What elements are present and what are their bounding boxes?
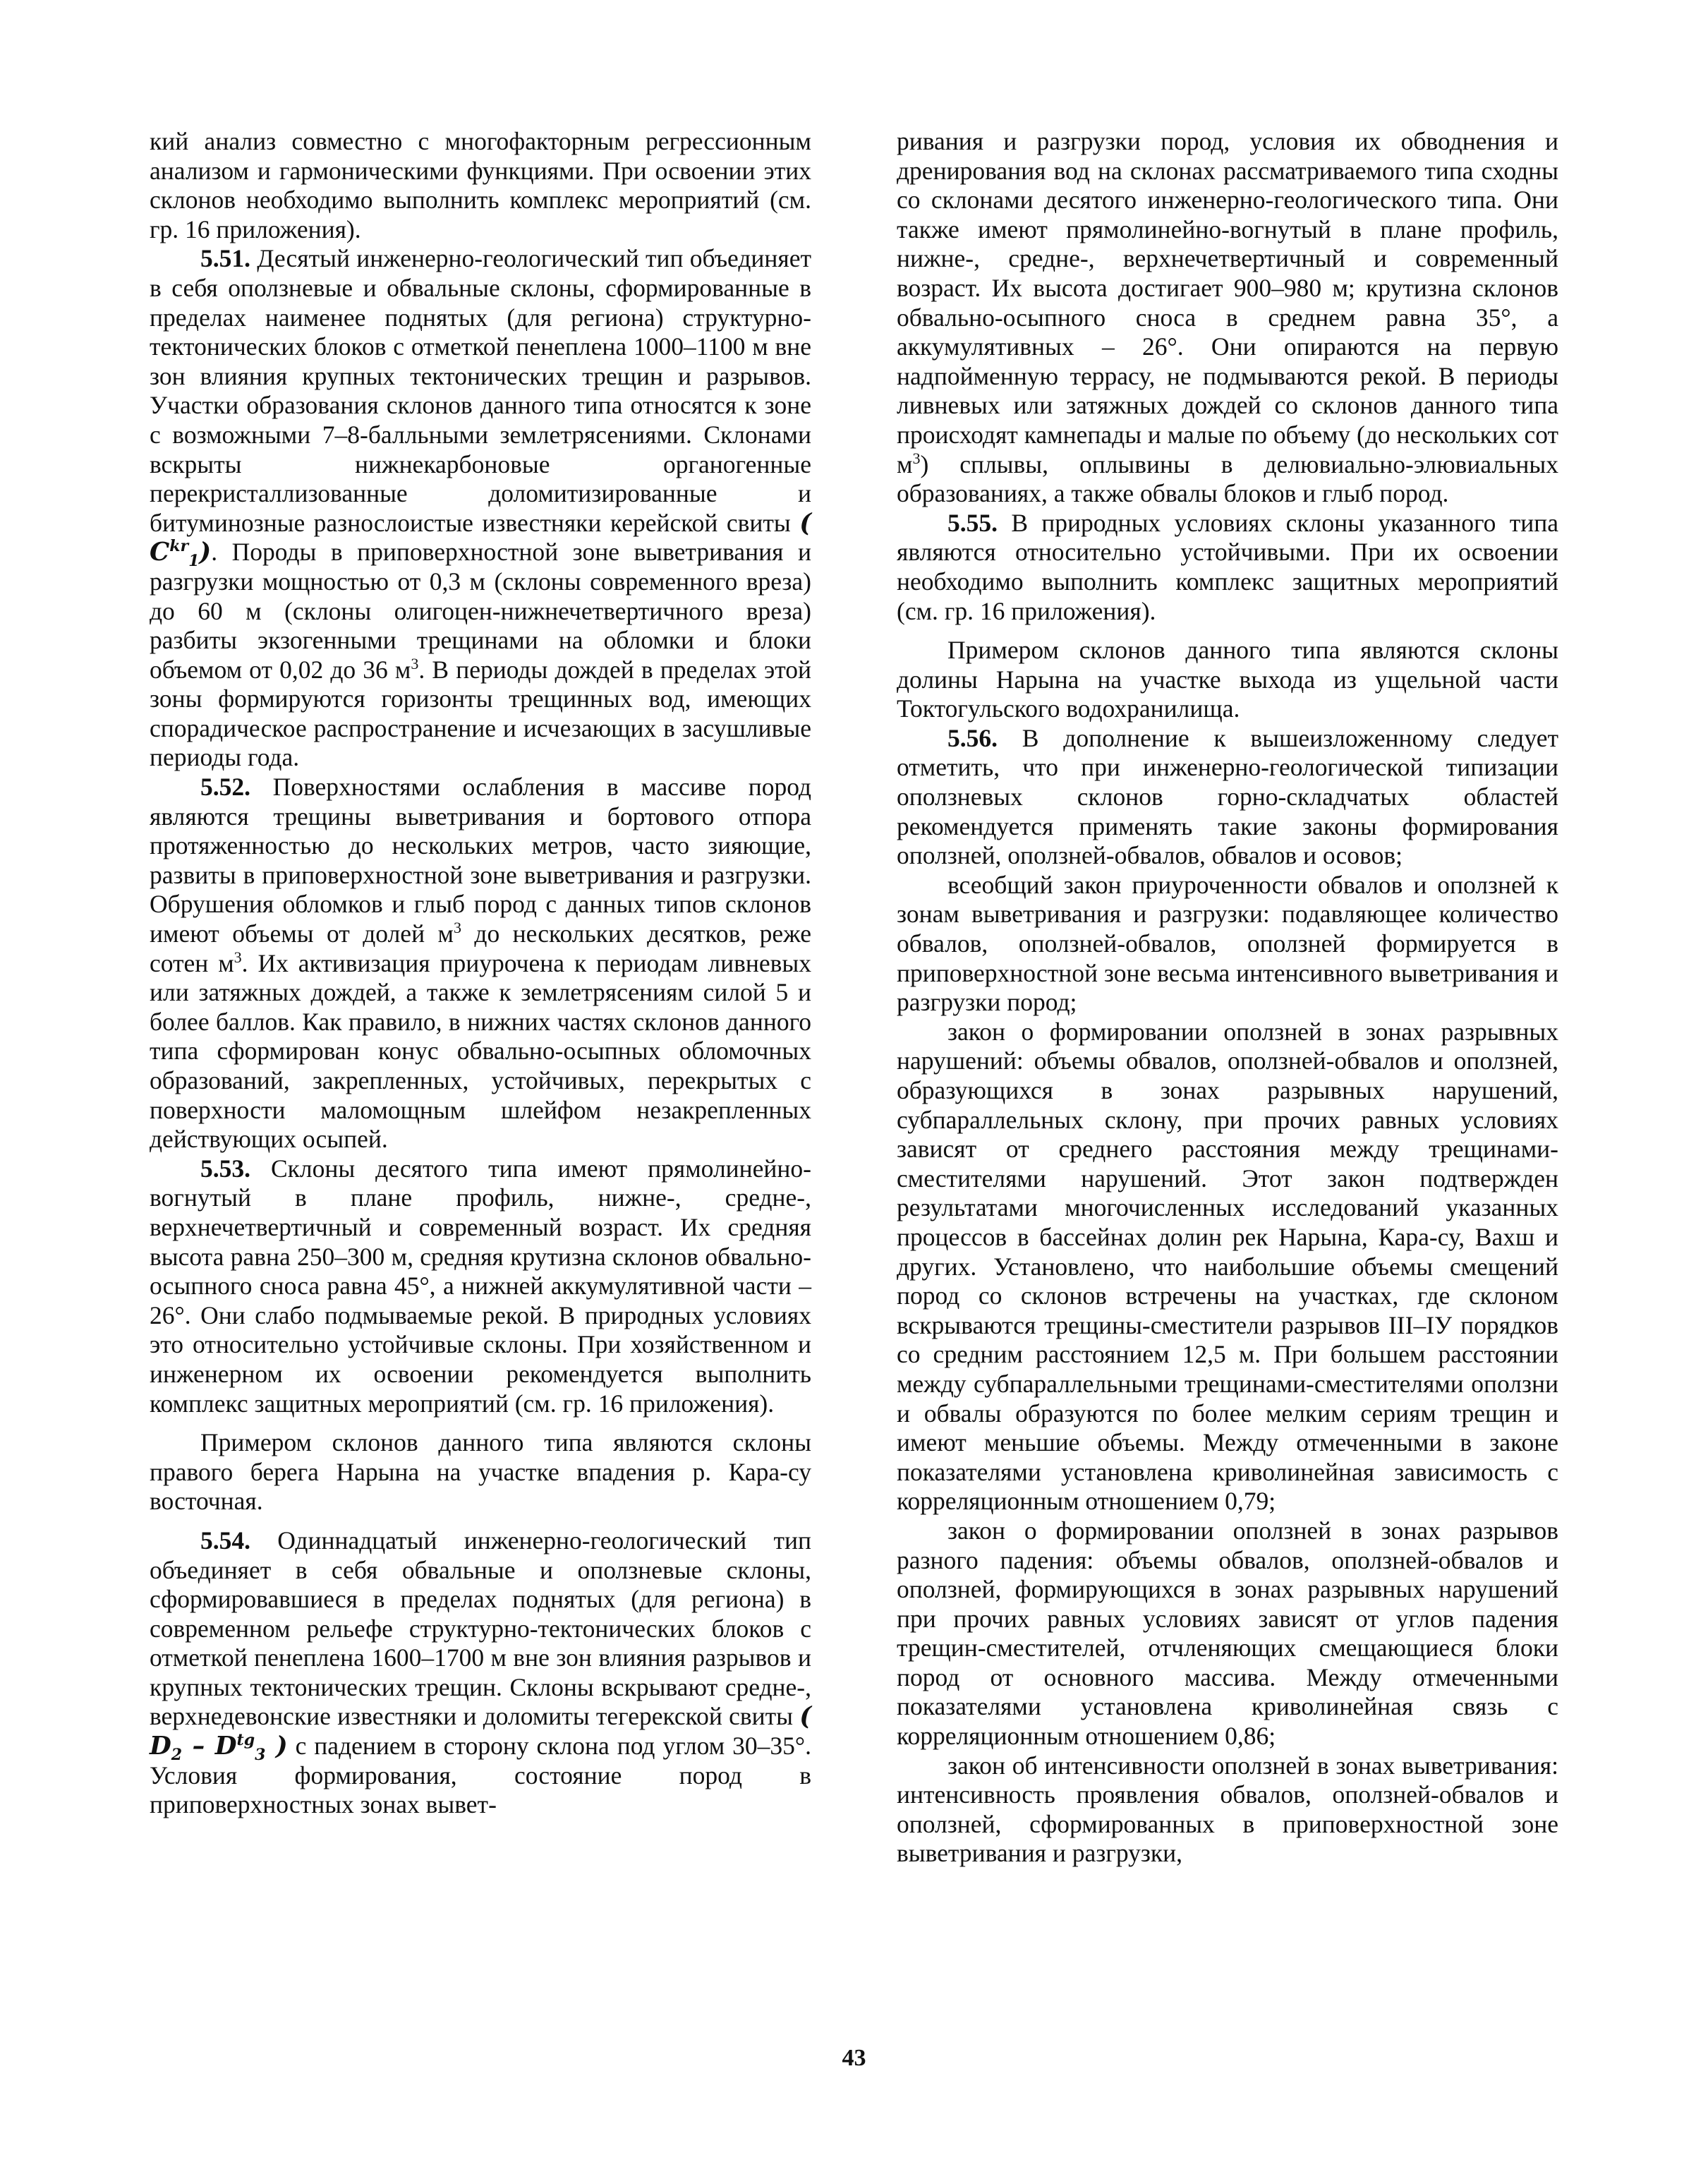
paragraph-example: Примером склонов данного типа являются склоны долины Нарына на участке выхода из ущельной части Токтогульского водохранилища. (897, 636, 1558, 723)
section-number: 5.53. (200, 1154, 250, 1183)
law-paragraph: закон о формировании оползней в зонах разрывных нарушений: объемы обвалов, оползней-обвалов и оползней, образующихся в зонах разрывных нарушений, субпараллельных склону, при прочих равных условиях зависят от среднего расстояния между трещинами-сместителями нарушений. Этот закон подтвержден результатами многочисленных исследований указанных процессов в бассейнах долин рек Нарына, Кара-су, Вахш и других. Установлено, что наибольшие объемы смещений пород со склонов встречены на участках, где склоном вскрываются трещины-сместители разрывов III–IУ порядков со средним расстоянием 12,5 м. При большем расстоянии между субпараллельными трещинами-сместителями оползни и обвалы образуются по более мелким сериям трещин и имеют меньшие объемы. Между отмеченными в законе показателями установлена криволинейная зависимость с корреляционным отношением 0,79; (897, 1017, 1558, 1516)
paragraph: ривания и разгрузки пород, условия их обводнения и дренирования вод на склонах рассматриваемого типа сходны со склонами десятого инженерно-геологического типа. Они также имеют прямолинейно-вогнутый в плане профиль, нижне-, средне-, верхнечетвертичный и современный возраст. Их высота достигает 900–980 м; крутизна склонов обвально-осыпного сноса в среднем равна 35°, а аккумулятивных – 26°. Они опираются на первую надпойменную террасу, не подмываются рекой. В периоды ливневых или затяжных дождей со склонов данного типа происходят камнепады и малые по объему (до нескольких сот $м^3$) сплывы, оплывины в делювиально-элювиальных образованиях, а также обвалы блоков и глыб пород. (897, 127, 1558, 508)
section-5-56: 5.56. В дополнение к вышеизложенному следует отметить, что при инженерно-геологической типизации оползневых склонов горно-складчатых областей рекомендуется применять такие законы формирования оползней, оползней-обвалов, обвалов и осовов; (897, 723, 1558, 870)
section-number: 5.52. (200, 773, 250, 802)
section-number: 5.54. (200, 1526, 250, 1555)
paragraph: кий анализ совместно с многофакторным регрессионным анализом и гармоническими функциями. При освоении этих склонов необходимо выполнить комплекс мероприятий (см. гр. 16 приложения). (150, 127, 811, 243)
law-paragraph: закон о формировании оползней в зонах разрывов разного падения: объемы обвалов, оползней-обвалов и оползней, формирующихся в зонах разрывных нарушений при прочих равных условиях зависят от углов падения трещин-сместителей, отчленяющих смещающиеся блоки пород от основного массива. Между отмеченными показателями установлена криволинейная связь с корреляционным отношением 0,86; (897, 1516, 1558, 1751)
section-5-55: 5.55. В природных условиях склоны указанного типа являются относительно устойчивыми. При их освоении необходимо выполнить комплекс защитных мероприятий (см. гр. 16 приложения). (897, 508, 1558, 625)
formula-kereyskaya: ( $C^{kr}_1$) (150, 508, 811, 571)
section-5-54: 5.54. Одиннадцатый инженерно-геологический тип объединяет в себя обвальные и оползневые склоны, сформировавшиеся в пределах поднятых (для региона) в современном рельефе структурно-тектонических блоков с отметкой пенеплена 1600–1700 м вне зон влияния разрывов и крупных тектонических трещин. Склоны вскрывают средне-, верхнедевонские известняки и доломиты тегерекской свиты ( $D_2 - D^{tg}_3$ ) с падением в сторону склона под углом 30–35°. Условия формирования, состояние пород в приповерхностных зонах вывет- (150, 1526, 812, 1819)
law-paragraph: всеобщий закон приуроченности обвалов и оползней к зонам выветривания и разгрузки: подавляющее количество обвалов, оползней-обвалов, оползней формируется в приповерхностной зоне весьма интенсивного выветривания и разгрузки пород; (897, 870, 1558, 1017)
section-5-52: 5.52. Поверхностями ослабления в массиве пород являются трещины выветривания и бортового отпора протяженностью до нескольких метров, часто зияющие, развиты в приповерхностной зоне выветривания и разгрузки. Обрушения обломков и глыб пород с данных типов склонов имеют объемы от долей $м^3$ до нескольких десятков, реже сотен $м^3$. Их активизация приурочена к периодам ливневых или затяжных дождей, а также к землетрясениям силой 5 и более баллов. Как правило, в нижних частях склонов данного типа сформирован конус обвально-осыпных обломочных образований, закрепленных, устойчивых, перекрытых с поверхности маломощным шлейфом незакрепленных действующих осыпей. (150, 773, 812, 1154)
section-number: 5.55. (947, 508, 998, 537)
section-5-53: 5.53. Склоны десятого типа имеют прямолинейно-вогнутый в плане профиль, нижне-, средне-, верхнечетвертичный и современный возраст. Их средняя высота равна 250–300 м, средняя крутизна склонов обвально-осыпного сноса равна 45°, а нижней аккумулятивной части – 26°. Они слабо подмываемые рекой. В природных условиях это относительно устойчивые склоны. При хозяйственном и инженерном их освоении рекомендуется выполнить комплекс защитных мероприятий (см. гр. 16 приложения). (150, 1154, 811, 1418)
formula-tegerekskaya: ( $D_2 - D^{tg}_3$ ) (150, 1702, 812, 1765)
page-number: 43 (842, 2045, 866, 2071)
law-paragraph: закон об интенсивности оползней в зонах выветривания: интенсивность проявления обвалов, оползней-обвалов и оползней, сформированных в приповерхностной зоне выветривания и разгрузки, (897, 1751, 1558, 1868)
right-column (897, 127, 1558, 1869)
left-column (150, 127, 811, 1820)
section-number: 5.56. (947, 723, 998, 752)
section-number: 5.51. (200, 244, 250, 273)
section-5-51: 5.51. Десятый инженерно-геологический тип объединяет в себя оползневые и обвальные склоны, сформированные в пределах наименее поднятых (для региона) структурно-тектонических блоков с отметкой пенеплена 1000–1100 м вне зон влияния крупных тектонических трещин и разрывов. Участки образования склонов данного типа относятся к зоне с возможными 7–8-балльными землетрясениями. Склонами вскрыты нижнекарбоновые органогенные перекристаллизованные доломитизированные и битуминозные разнослоистые известняки керейской свиты ( $C^{kr}_1$). Породы в приповерхностной зоне выветривания и разгрузки мощностью от 0,3 м (склоны современного вреза) до 60 м (склоны олигоцен-нижнечетвертичного вреза) разбиты экзогенными трещинами на обломки и блоки объемом от 0,02 до 36 $м^3$. В периоды дождей в пределах этой зоны формируются горизонты трещинных вод, имеющих спорадическое распространение и исчезающих в засушливые периоды года. (150, 244, 812, 772)
paragraph-example: Примером склонов данного типа являются склоны правого берега Нарына на участке впадения р. Кара-су восточная. (150, 1428, 811, 1516)
